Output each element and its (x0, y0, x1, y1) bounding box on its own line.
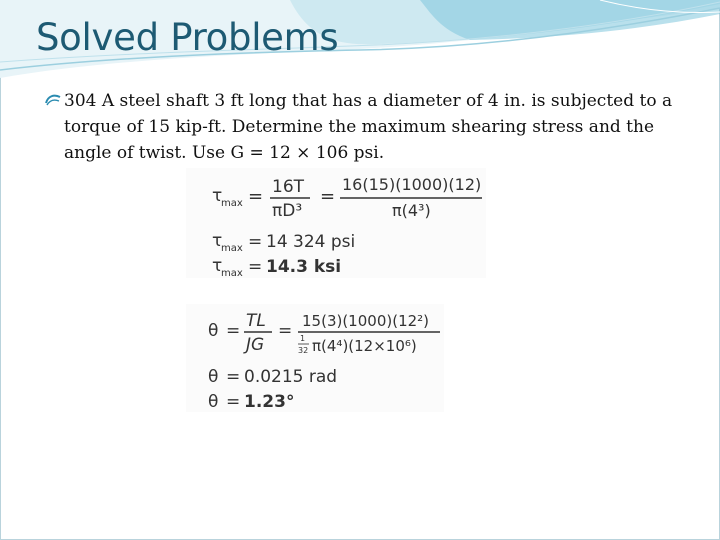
theta-formula-denominator: JG (246, 335, 265, 355)
equals-sign: = (248, 257, 263, 277)
problem-line-1: 304 A steel shaft 3 ft long that has a diameter of 4 in. is subjected to a (64, 91, 673, 111)
one-over-32-numerator: 1 (300, 334, 306, 343)
one-over-32-denominator: 32 (298, 346, 309, 355)
tau-symbol: τ (212, 186, 223, 206)
theta-symbol: θ (208, 392, 219, 412)
theta-symbol: θ (208, 321, 219, 341)
equals-sign: = (278, 321, 293, 341)
theta-substitution-denominator: π(4⁴)(12×10⁶) (312, 337, 417, 355)
bullet-arc-icon (44, 91, 62, 107)
slide-title: Solved Problems (36, 16, 339, 59)
equals-sign: = (248, 232, 263, 252)
tau-subscript: max (221, 243, 243, 254)
tau-result-ksi: 14.3 ksi (266, 257, 342, 277)
problem-bullet (44, 88, 684, 166)
problem-statement (64, 88, 684, 166)
tau-subscript: max (221, 198, 243, 209)
problem-line-2: torque of 15 kip-ft. Determine the maximum shearing stress and the (64, 117, 655, 137)
equals-sign: = (226, 321, 241, 341)
theta-symbol: θ (208, 367, 219, 387)
tau-symbol: τ (212, 256, 223, 276)
tau-formula-numerator: 16T (272, 177, 305, 197)
angle-of-twist-equation-image (186, 304, 444, 412)
tau-substitution-denominator: π(4³) (392, 201, 431, 220)
shear-stress-equation-image (186, 168, 486, 278)
theta-result-rad: 0.0215 rad (244, 367, 338, 387)
theta-substitution-numerator: 15(3)(1000)(12²) (302, 312, 430, 330)
equals-sign: = (226, 367, 241, 387)
tau-subscript: max (221, 268, 243, 278)
equals-sign: = (226, 392, 241, 412)
equals-sign: = (320, 186, 336, 207)
theta-formula-numerator: TL (246, 311, 266, 331)
problem-line-3: angle of twist. Use G = 12 × 106 psi. (64, 143, 385, 163)
theta-result-degrees: 1.23° (244, 392, 295, 412)
tau-symbol: τ (212, 231, 223, 251)
tau-formula-denominator: πD³ (272, 201, 303, 221)
equals-sign: = (248, 186, 264, 207)
tau-result-psi: 14 324 psi (266, 232, 356, 252)
tau-substitution-numerator: 16(15)(1000)(12) (342, 175, 482, 194)
